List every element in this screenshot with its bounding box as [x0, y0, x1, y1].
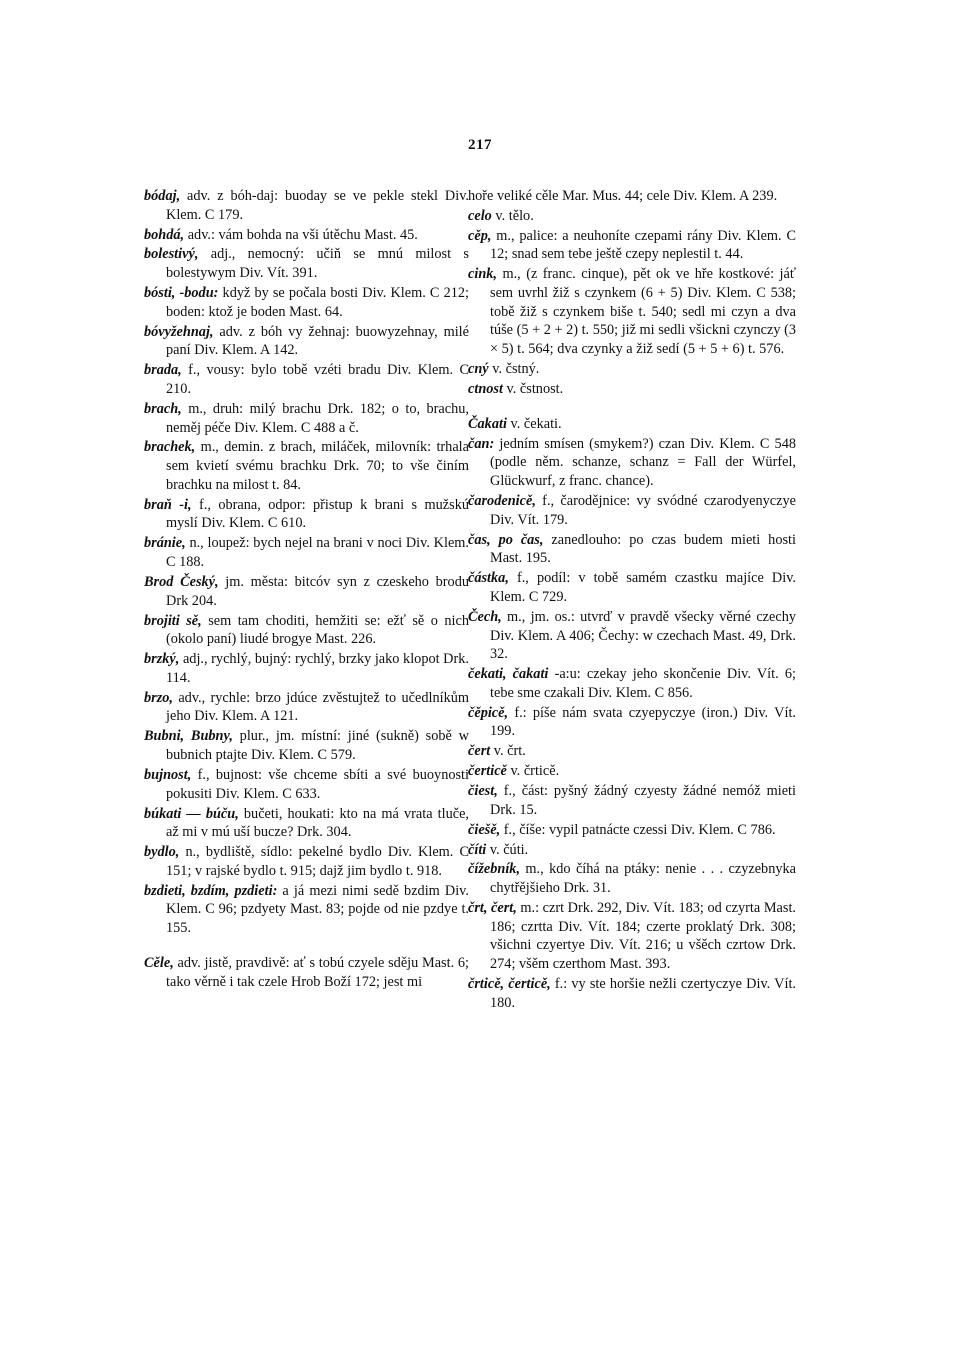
- dictionary-entry: [144, 650, 469, 687]
- dictionary-entry: [468, 704, 796, 741]
- entry-headword: brzo,: [144, 689, 173, 706]
- dictionary-entry: [468, 899, 796, 974]
- entry-headword: bzdieti, bzdím, pzdieti:: [144, 882, 278, 899]
- entry-headword: brojiti sě,: [144, 612, 202, 629]
- entry-text: m., druh: milý brachu Drk. 182; o to, brachu, neměj péče Div. Klem. C 488 a č.: [166, 400, 469, 436]
- section-gap: [144, 939, 469, 954]
- entry-headword: Brod Český,: [144, 573, 219, 590]
- entry-text: sem tam choditi, hemžiti se: ežť sě o nich (okolo paní) liudé brogye Mast. 226.: [166, 612, 469, 648]
- dictionary-entry: [468, 975, 796, 1012]
- entry-text: jedním smísen (smykem?) czan Div. Klem. C 548 (podle něm. schanze, schanz = Fall der Würfel, Glückwurf, z franc. chance).: [490, 435, 796, 490]
- entry-text: adv. jistě, pravdivě: ať s tobú czyele sděju Mast. 6; tako věrně i tak czele Hrob Boží 172; jest mi: [166, 954, 469, 990]
- entry-text: v. tělo.: [491, 207, 534, 224]
- dictionary-entry: [144, 805, 469, 842]
- right-column: [468, 187, 796, 1014]
- entry-text: hoře veliké cěle Mar. Mus. 44; cele Div. Klem. A 239.: [468, 188, 778, 204]
- dictionary-entry: [468, 435, 796, 491]
- dictionary-entry: [144, 689, 469, 726]
- dictionary-entry: [468, 227, 796, 264]
- entry-text: v. črticě.: [506, 763, 560, 780]
- dictionary-entry: [468, 415, 796, 434]
- dictionary-entry: [144, 843, 469, 880]
- entry-text: v. čekati.: [506, 415, 562, 432]
- page-number: 217: [468, 137, 492, 153]
- dictionary-entry: [468, 360, 796, 379]
- dictionary-entry: [468, 841, 796, 860]
- dictionary-entry: [144, 882, 469, 938]
- entry-text: zanedlouho: po czas budem mieti hosti Mast. 195.: [490, 531, 796, 567]
- entry-text: bučeti, houkati: kto na má vrata tluče, až mi v mú uší bucze? Drk. 304.: [166, 805, 470, 841]
- entry-text: n., bydliště, sídlo: pekelné bydlo Div. Klem. C 151; v rajské bydlo t. 915; dajž jim bydlo t. 918.: [166, 844, 469, 879]
- entry-headword: cný: [468, 361, 489, 378]
- entry-text: f., část: pyšný žádný czyesty žádné nemóž mieti Drk. 15.: [490, 783, 796, 818]
- entry-headword: Čech,: [468, 608, 502, 625]
- section-gap: [468, 400, 796, 415]
- entry-headword: čížebník,: [468, 861, 521, 878]
- dictionary-entry: [468, 782, 796, 819]
- entry-headword: čekati, čakati: [468, 666, 549, 683]
- entry-headword: búkati — búču,: [144, 805, 239, 822]
- dictionary-entry: [144, 438, 469, 494]
- dictionary-entry: [144, 226, 469, 245]
- entry-headword: cink,: [468, 266, 497, 283]
- entry-headword: ctnost: [468, 380, 503, 397]
- entry-headword: čiest,: [468, 783, 498, 800]
- dictionary-entry: [144, 284, 469, 321]
- entry-text: f., bujnost: vše chceme sbíti a své buoynosti pokusiti Div. Klem. C 633.: [166, 766, 469, 802]
- entry-text: v. čstný.: [488, 361, 540, 378]
- entry-headword: čiešě,: [468, 821, 501, 838]
- dictionary-entry: [468, 860, 796, 897]
- entry-text: adv. z bóh-daj: buoday se ve pekle stekl Div. Klem. C 179.: [166, 188, 469, 223]
- dictionary-entry: [144, 612, 469, 649]
- entry-headword: Čakati: [468, 415, 507, 432]
- entry-headword: celo: [468, 207, 492, 224]
- entry-text: adv., rychle: brzo jdúce zvěstujtež to učedlníkům jeho Div. Klem. A 121.: [166, 689, 469, 725]
- dictionary-entry: [468, 187, 796, 206]
- dictionary-entry: [468, 531, 796, 568]
- dictionary-entry: [144, 573, 469, 610]
- entry-text: a já mezi nimi sedě bzdim Div. Klem. C 96; pzdyety Mast. 83; pojde od nie pzdye t. 155.: [166, 882, 469, 937]
- entry-text: v. črt.: [490, 743, 526, 760]
- entry-text: n., loupež: bych nejel na brani v noci Div. Klem. C 188.: [166, 535, 469, 571]
- entry-headword: brada,: [144, 362, 182, 379]
- dictionary-entry: [468, 665, 796, 702]
- entry-headword: črticě, čerticě,: [468, 976, 551, 993]
- entry-headword: cěp,: [468, 227, 492, 244]
- entry-text: f., obrana, odpor: přistup k brani s mužskú myslí Div. Klem. C 610.: [166, 496, 469, 532]
- entry-headword: čas, po čas,: [468, 531, 544, 548]
- entry-headword: bydlo,: [144, 844, 180, 861]
- entry-headword: Bubni, Bubny,: [144, 728, 233, 745]
- dictionary-entry: [468, 742, 796, 761]
- dictionary-entry: [144, 496, 469, 533]
- entry-headword: črt, čert,: [468, 900, 517, 917]
- dictionary-entry: [144, 245, 469, 282]
- entry-headword: čarodenicě,: [468, 493, 536, 510]
- entry-headword: bolestivý,: [144, 246, 199, 263]
- dictionary-entry: [468, 492, 796, 529]
- entry-headword: čert: [468, 743, 491, 760]
- dictionary-entry: [144, 323, 469, 360]
- entry-text: v. čúti.: [486, 841, 529, 858]
- entry-text: m.: czrt Drk. 292, Div. Vít. 183; od czyrta Mast. 186; czrtta Div. Vít. 184; czerte proklatý Drk. 308; všichni czyertye Div. Vít. 216; u všěch czrtow Drk. 274; všěm czerthom Mast. 393.: [490, 900, 796, 973]
- entry-text: v. čstnost.: [502, 380, 564, 397]
- dictionary-entry: [468, 569, 796, 606]
- entry-text: f.: vy ste horšie nežli czertyczye Div. Vít. 180.: [490, 976, 796, 1011]
- dictionary-entry: [144, 534, 469, 571]
- entry-headword: bódaj,: [144, 188, 181, 204]
- entry-text: adj., nemocný: učiň se mnú milost s bolestywym Div. Vít. 391.: [166, 246, 469, 282]
- left-column: [144, 187, 469, 993]
- entry-headword: bóvyžehnaj,: [144, 323, 214, 340]
- dictionary-entry: [144, 954, 469, 991]
- entry-text: f.: píše nám svata czyepyczye (iron.) Div. Vít. 199.: [490, 704, 796, 740]
- entry-text: m., (z franc. cinque), pět ok ve hře kostkové: jáť sem uvrhl žiž s czynkem (6 + 5) Div. Klem. C 538; tobě žiž s czynkem biše t. 540; sedl mi czyn a dva túše (5 + 2 + 2) t. 550; již mi sedli všickni czynczy (3 × 5) t. 564; dva czynky a žiž sedí (5 + 5 + 6) t. 576.: [490, 266, 796, 358]
- entry-text: f., číše: vypil patnácte czessi Div. Klem. C 786.: [500, 821, 776, 838]
- entry-text: plur., jm. místní: jiné (sukně) sobě w bubnich ptajte Div. Klem. C 579.: [166, 728, 469, 764]
- entry-text: f., podíl: v tobě samém czastku majíce Div. Klem. C 729.: [490, 570, 796, 605]
- entry-text: f., čarodějnice: vy svódné czarodyenyczye Div. Vít. 179.: [490, 493, 796, 528]
- entry-text: f., vousy: bylo tobě vzéti bradu Div. Klem. C 210.: [166, 362, 469, 397]
- entry-text: adv.: vám bohda na vši útěchu Mast. 45.: [184, 226, 418, 243]
- entry-headword: Cěle,: [144, 954, 174, 971]
- entry-headword: bránie,: [144, 535, 186, 552]
- entry-headword: čěpicě,: [468, 704, 509, 721]
- dictionary-entry: [468, 821, 796, 840]
- dictionary-entry: [144, 766, 469, 803]
- dictionary-entry: [144, 727, 469, 764]
- dictionary-entry: [468, 608, 796, 664]
- entry-text: m., demin. z brach, miláček, milovník: trhala sem kvietí svému brachku Drk. 70; to vše činím brachku na milost t. 84.: [166, 439, 469, 493]
- entry-headword: braň -i,: [144, 496, 192, 513]
- entry-headword: čerticě: [468, 763, 507, 780]
- entry-headword: brzký,: [144, 651, 180, 668]
- entry-text: -a:u: czekay jeho skončenie Div. Vít. 6; tebe sme czakali Div. Klem. C 856.: [490, 666, 796, 701]
- entry-headword: čan:: [468, 435, 495, 452]
- entry-headword: brachek,: [144, 439, 196, 456]
- entry-text: když by se počala bosti Div. Klem. C 212; boden: ktož je boden Mast. 64.: [166, 285, 469, 320]
- entry-headword: číti: [468, 841, 487, 858]
- entry-text: m., kdo číhá na ptáky: nenie . . . czyzebnyka chytřějšieho Drk. 31.: [490, 861, 796, 897]
- dictionary-entry: [144, 361, 469, 398]
- dictionary-entry: [144, 187, 469, 224]
- dictionary-entry: [468, 762, 796, 781]
- dictionary-entry: [468, 380, 796, 399]
- dictionary-entry: [144, 400, 469, 437]
- entry-headword: bohdá,: [144, 226, 185, 243]
- entry-text: m., palice: a neuhoníte czepami rány Div. Klem. C 12; snad sem tebe ještě czepy neplestil t. 44.: [490, 227, 796, 263]
- dictionary-entry: [468, 207, 796, 226]
- entry-text: jm. města: bitcóv syn z czeskeho brodu Drk 204.: [166, 573, 469, 609]
- dictionary-entry: [468, 265, 796, 359]
- entry-text: adj., rychlý, bujný: rychlý, brzky jako klopot Drk. 114.: [166, 651, 469, 686]
- entry-headword: částka,: [468, 570, 509, 587]
- entry-text: adv. z bóh vy žehnaj: buowyzehnay, milé paní Div. Klem. A 142.: [166, 323, 469, 359]
- entry-headword: brach,: [144, 400, 182, 417]
- entry-headword: bujnost,: [144, 766, 192, 783]
- entry-headword: bósti, -bodu:: [144, 285, 219, 302]
- entry-text: m., jm. os.: utvrď v pravdě všecky věrné czechy Div. Klem. A 406; Čechy: w czechach Mast. 49, Drk. 32.: [490, 608, 796, 663]
